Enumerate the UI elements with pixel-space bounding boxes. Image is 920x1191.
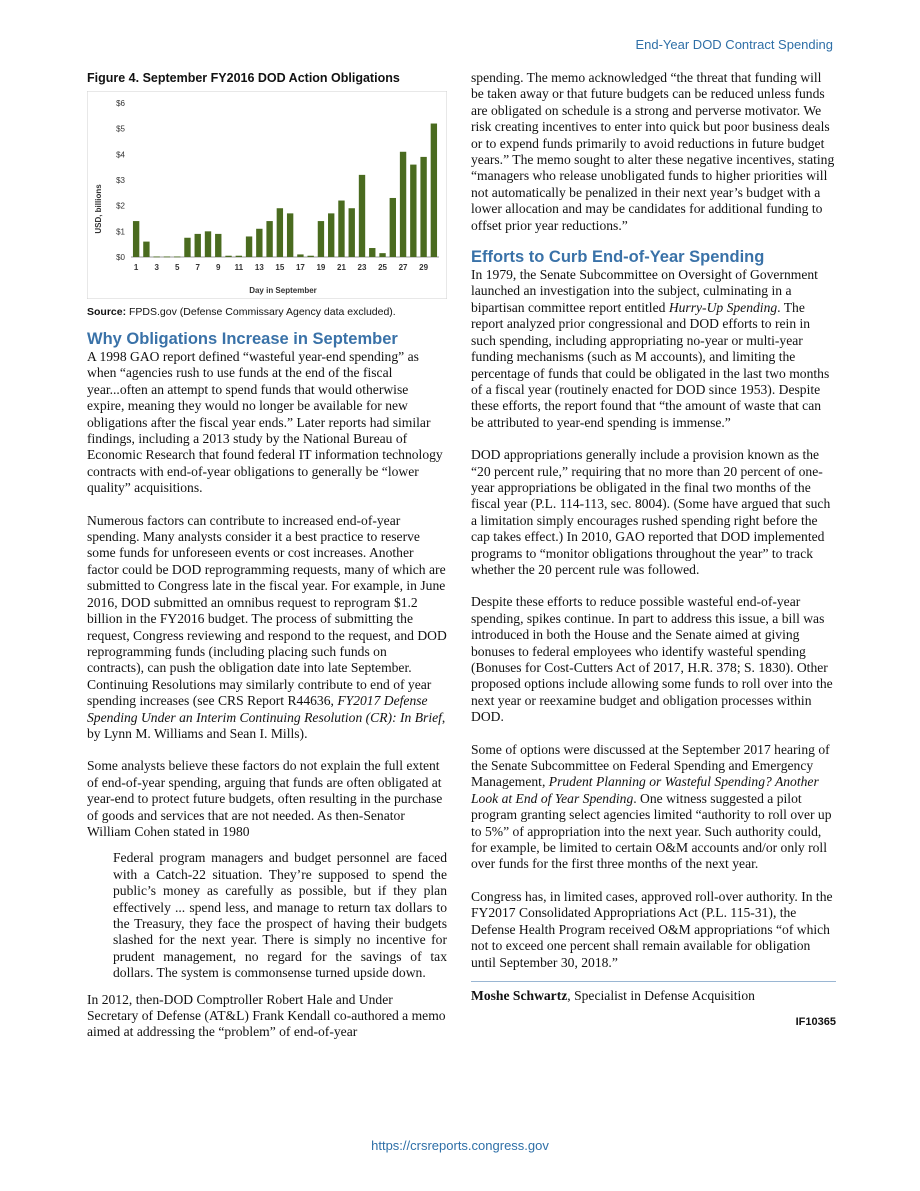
figure-title: Figure 4. September FY2016 DOD Action Obligations <box>87 71 400 85</box>
paragraph: Despite these efforts to reduce possible wasteful end-of-year spending, spikes continue. In part to address this issue, a bill was introduced in both the House and the Senate aimed at giving bonuses to federal employees who identify wasteful spending (Bonuses for Cost-Cutters Act of 2017, H.R. 378; S. 1830). Other proposed options include allowing some funds to roll over into the next year or reexamine budget and obligation processes within DOD. <box>471 594 833 725</box>
x-tick-label: 1 <box>133 263 139 272</box>
report-title: Hurry-Up Spending <box>668 299 778 315</box>
bar-day-20 <box>328 213 334 257</box>
x-tick-label: 15 <box>275 263 285 272</box>
hearing-title: Prudent Planning or Wasteful Spending? Another Look at End of Year Spending <box>471 774 819 806</box>
paragraph <box>471 742 836 873</box>
bar-day-19 <box>318 221 324 257</box>
y-tick-label: $6 <box>116 99 125 108</box>
y-tick-label: $4 <box>116 150 125 160</box>
y-tick-label: $3 <box>116 176 125 185</box>
bar-day-22 <box>349 208 355 257</box>
bar-day-10 <box>225 256 231 257</box>
right-column <box>471 70 836 1028</box>
paragraph <box>87 513 447 743</box>
bar-day-7 <box>195 234 201 257</box>
x-tick-label: 7 <box>195 263 200 272</box>
author-role: , Specialist in Defense Acquisition <box>567 987 755 1003</box>
bar-day-30 <box>431 124 437 257</box>
y-tick-label: $5 <box>116 124 125 134</box>
bar-day-29 <box>420 157 426 257</box>
y-tick-label: $2 <box>116 201 125 211</box>
paragraph: Some analysts believe these factors do not explain the full extent of end-of-year spending, arguing that funds are often obligated at year-end to protect future budgets, often resulting in the purchase of goods and services that are not needed. As then-Senator William Cohen stated in 1980 <box>87 758 443 839</box>
bar-day-6 <box>184 238 190 257</box>
paragraph: spending. The memo acknowledged “the threat that funding will be taken away or that future budgets can be reduced unless funds are obligated on schedule is a strong and perverse motivator. We risk creating incentives to enter into quick but poor business deals or to expend funds primarily to avoid reductions in future budget years.” The memo sought to alter these negative incentives, stating “managers who release unobligated funds to higher priorities will not automatically be penalized in their next year’s budget with a lower allocation and may be candidates for additional funding to offset prior year reductions.” <box>471 70 835 233</box>
bar-day-26 <box>390 198 396 257</box>
bar-day-11 <box>236 256 242 257</box>
y-tick-label: $1 <box>116 227 125 237</box>
author-name: Moshe Schwartz <box>471 987 568 1003</box>
x-tick-label: 25 <box>378 263 387 272</box>
bar-day-8 <box>205 231 211 257</box>
x-tick-label: 19 <box>316 263 326 272</box>
bar-day-17 <box>297 254 303 257</box>
x-tick-label: 29 <box>419 263 429 272</box>
chart-frame <box>87 91 447 299</box>
running-head: End-Year DOD Contract Spending <box>635 37 833 52</box>
paragraph: Congress has, in limited cases, approved roll-over authority. In the FY2017 Consolidated Appropriations Act (P.L. 115-31), the Defense Health Program received O&M appropriations “of which not to exceed one percent shall remain available for obligation until September 30, 2018.” <box>471 888 833 970</box>
x-tick-label: 5 <box>174 263 180 272</box>
bar-day-13 <box>256 229 262 257</box>
bar-day-15 <box>277 208 283 257</box>
left-column <box>87 70 447 1057</box>
bar-day-14 <box>266 221 272 257</box>
source-label: Source: <box>87 306 127 318</box>
footer-link[interactable]: https://crsreports.congress.gov <box>371 1138 549 1153</box>
bar-day-1 <box>133 221 139 257</box>
bar-day-21 <box>338 201 344 257</box>
x-tick-label: 11 <box>234 263 244 272</box>
paragraph <box>471 267 836 431</box>
report-title: FY2017 Defense Spending Under an Interim Continuing Resolution (CR): In Brief <box>87 693 442 725</box>
x-tick-label: 9 <box>216 263 221 272</box>
paragraph: In 2012, then-DOD Comptroller Robert Hale and Under Secretary of Defense (AT&L) Frank Kendall co-authored a memo aimed at addressing the “problem” of end-of-year <box>87 991 446 1040</box>
bar-day-27 <box>400 152 406 257</box>
block-quote: Federal program managers and budget personnel are faced with a Catch-22 situation. They’re supposed to spend the public’s money as carefully as possible, but if they plan effectively ... spend less, and manage to return tax dollars to the Treasury, they face the prospect of having their budgets slashed for the next year. There is simply no incentive for prudent management, no regard for the savings of tax dollars. The system is commonsense turned upside down. <box>113 850 447 981</box>
report-code: IF10365 <box>795 1016 836 1029</box>
x-tick-label: 23 <box>357 263 367 272</box>
x-tick-label: 21 <box>337 263 346 272</box>
bar-day-4 <box>164 256 170 257</box>
author-line <box>471 981 836 1004</box>
y-tick-label: $0 <box>116 253 125 262</box>
text-run: . One witness suggested a pilot program granting select agencies limited “authority to roll over up to 5%” of appropriation into the next year. Such authority could, for example, be limited to certain O&M accounts and/or only roll over funds for the first three months of the next year. <box>471 790 832 872</box>
x-axis-label: Day in September <box>249 286 317 295</box>
chart-svg <box>87 91 447 299</box>
text-run: , by Lynn M. Williams and Sean I. Mills). <box>87 709 446 741</box>
text-run: Numerous factors can contribute to increased end-of-year spending. Many analysts consider it a best practice to reserve some funds for unforeseen events or cost increases. Another factor could be DOD reprogramming requests, many of which are submitted to Congress late in the fiscal year. For example, in June 2016, DOD submitted an omnibus request to reprogram $1.2 billion in the FY2016 budget. The process of submitting the request, Congress reviewing and respond to the request, and DOD reprogramming funds (including placing such funds on contracts), can push the obligation date into late September. Continuing Resolutions may similarly contribute to end of year spending increases (see CRS Report R44636, <box>87 512 447 709</box>
bar-day-24 <box>369 248 375 257</box>
heading-efforts-to-curb: Efforts to Curb End-of-Year Spending <box>471 248 765 267</box>
bar-day-9 <box>215 234 221 257</box>
x-tick-label: 27 <box>398 263 408 272</box>
figure-source <box>87 306 447 318</box>
bar-day-5 <box>174 256 180 257</box>
bar-day-2 <box>143 242 149 257</box>
text-run: In 1979, the Senate Subcommittee on Oversight of Government launched an investigation into the subject, culminating in a bipartisan committee report entitled <box>471 267 818 315</box>
bar-day-18 <box>307 256 313 257</box>
paragraph: DOD appropriations generally include a provision known as the “20 percent rule,” requiring that no more than 20 percent of one-year appropriations be obligated in the final two months of the fiscal year (P.L. 114-113, sec. 8004). (Some have argued that such a limitation simply encourages rushed spending right before the cap takes effect.) In 2010, GAO reported that DOD implemented programs to “monitor obligations throughout the year” to track whether the 20 percent rule was followed. <box>471 447 831 577</box>
bar-day-16 <box>287 213 293 257</box>
paragraph: A 1998 GAO report defined “wasteful year-end spending” as when “agencies rush to use funds at the end of the fiscal year...often an attempt to spend funds that would otherwise expire, meaning they would no longer be available for new obligations after the fiscal year ends.” Later reports had similar findings, including a 2013 study by the National Bureau of Economic Research that found federal IT information technology contracts with end-of-year obligations to generally be “lower quality” acquisitions. <box>87 349 443 496</box>
bar-day-28 <box>410 165 416 257</box>
heading-why-obligations: Why Obligations Increase in September <box>87 330 398 348</box>
bar-chart <box>87 91 447 299</box>
y-axis-label: USD, billions <box>94 184 103 234</box>
bar-day-3 <box>153 256 159 257</box>
source-text: FPDS.gov (Defense Commissary Agency data excluded). <box>129 306 396 318</box>
bar-day-25 <box>379 253 385 257</box>
x-tick-label: 17 <box>295 263 305 272</box>
bar-day-12 <box>246 236 252 257</box>
text-run: Some of options were discussed at the September 2017 hearing of the Senate Subcommittee on Federal Spending and Emergency Management, <box>471 741 830 790</box>
x-tick-label: 13 <box>254 263 264 272</box>
text-run: . The report analyzed prior congressional and DOD efforts to rein in such spending, including appropriating no-year or multi-year funding mechanisms (such as M accounts), and limiting the percentage of funds that could be obligated in the last two months of a fiscal year (routinely enacted for DOD since 1953). Despite these efforts, the report found that “the amount of waste that can be attributed to year-end spending is immense.” <box>471 299 830 430</box>
x-tick-label: 3 <box>154 263 159 272</box>
bar-day-23 <box>359 175 365 257</box>
